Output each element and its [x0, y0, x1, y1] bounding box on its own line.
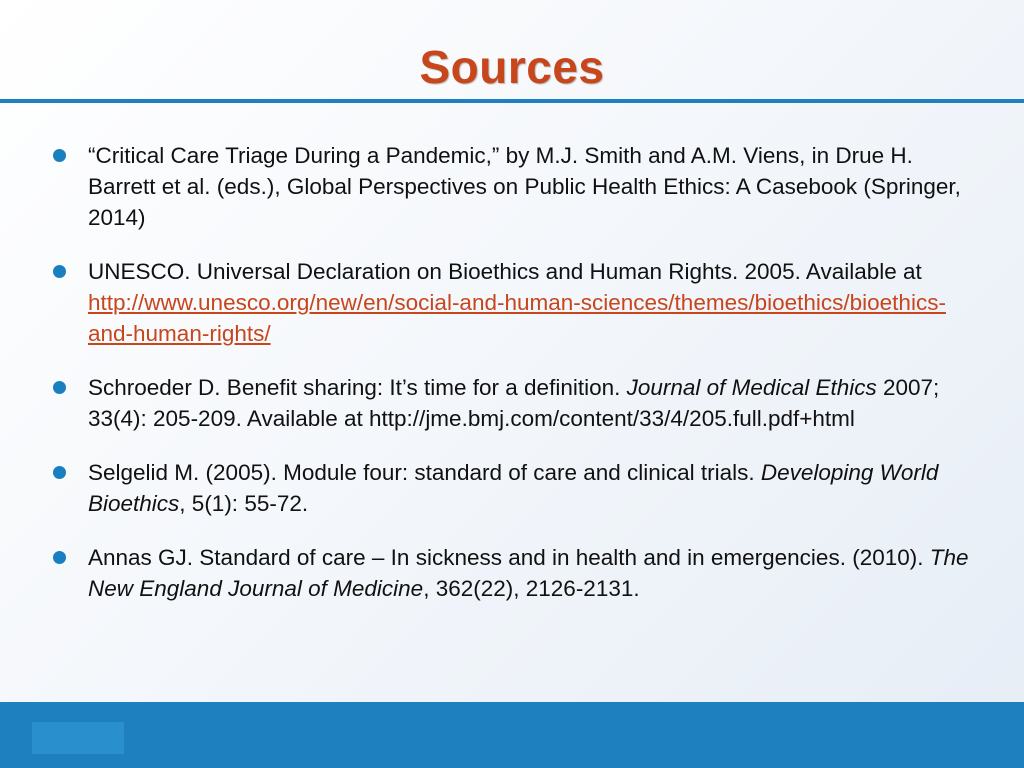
list-item	[50, 140, 970, 233]
list-item	[50, 372, 970, 434]
source-text: 2007; 33(4): 205-209. Available at http://jme.bmj.com/content/33/4/205.full.pdf+html	[88, 375, 940, 431]
source-text: Schroeder D. Benefit sharing: It’s time for a definition.	[88, 375, 627, 400]
list-item	[50, 542, 970, 604]
journal-title: The New England Journal of Medicine	[88, 545, 969, 601]
bullet-icon	[53, 149, 66, 162]
journal-title: Developing World Bioethics	[88, 460, 939, 516]
source-text: , 5(1): 55-72.	[179, 491, 309, 516]
journal-title: Journal of Medical Ethics	[626, 375, 877, 400]
source-text: , 362(22), 2126-2131.	[423, 576, 640, 601]
bullet-icon	[53, 466, 66, 479]
list-item	[50, 256, 970, 349]
footer-decoration	[32, 722, 124, 754]
source-text: “Critical Care Triage During a Pandemic,” by M.J. Smith and A.M. Viens, in Drue H. Barrett et al. (eds.), Global Perspectives on Public Health Ethics: A Casebook (Springer, 2014)	[88, 143, 961, 230]
page-title: Sources	[419, 41, 605, 93]
source-text: UNESCO. Universal Declaration on Bioethics and Human Rights. 2005. Available at	[88, 259, 922, 284]
title-divider	[0, 99, 1024, 103]
unesco-link[interactable]: http://www.unesco.org/new/en/social-and-human-sciences/themes/bioethics/bioethics-and-human-rights/	[88, 290, 946, 346]
footer-bar	[0, 702, 1024, 768]
source-text: Selgelid M. (2005). Module four: standard of care and clinical trials.	[88, 460, 761, 485]
sources-list	[50, 140, 970, 627]
bullet-icon	[53, 551, 66, 564]
bullet-icon	[53, 381, 66, 394]
bullet-icon	[53, 265, 66, 278]
list-item	[50, 457, 970, 519]
source-text: Annas GJ. Standard of care – In sickness and in health and in emergencies. (2010).	[88, 545, 930, 570]
